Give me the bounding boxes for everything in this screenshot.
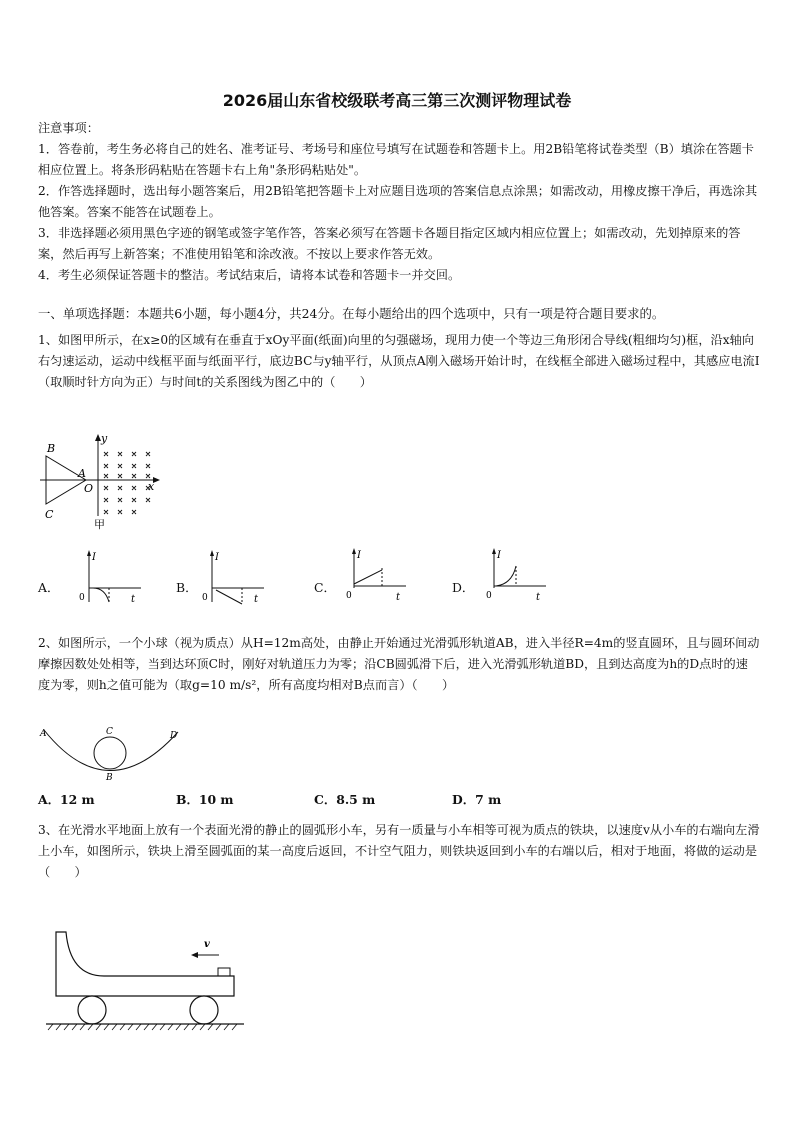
svg-text:I: I: [357, 550, 361, 561]
note-item: 1．答卷前，考生务必将自己的姓名、准考证号、考场号和座位号填写在试题卷和答题卡上。用2B铅笔将试卷类型（B）填涂在答题卡相应位置上。将条形码粘贴在答题卡右上角"条形码粘贴处"。: [38, 142, 754, 177]
note-item: 2．作答选择题时，选出每小题答案后，用2B铅笔把答题卡上对应题目选项的答案信息点涂黑；如需改动，用橡皮擦干净后，再选涂其他答案。答案不能答在试题卷上。: [38, 184, 758, 219]
note-item: 4．考生必须保证答题卡的整洁。考试结束后，请将本试卷和答题卡一并交回。: [38, 268, 461, 282]
option-D[interactable]: D．: [452, 580, 475, 595]
option-B[interactable]: B．: [176, 580, 198, 595]
question-1-stem: 1、如图甲所示，在x≥0的区域有在垂直于xOy平面(纸面)向里的匀强磁场，现用力使一个等边三角形闭合导线(粗细均匀)框，沿x轴向右匀速运动，运动中线框平面与纸面平行，底边BC与y轴平行，从顶点A刚入磁场开始计时，在线框全部进入磁场过程中，其感应电流I（取顺时针方向为正）与时间t的关系图线为图乙中的（ ）: [38, 333, 760, 389]
svg-text:0: 0: [202, 593, 208, 603]
track-point-B: B: [106, 773, 113, 782]
q2-figure-track: [38, 720, 188, 782]
option-A[interactable]: A．12 m: [38, 792, 95, 807]
svg-text:t: t: [536, 592, 541, 603]
label-O: O: [84, 482, 94, 495]
label-C: C: [45, 508, 54, 521]
svg-text:0: 0: [79, 593, 85, 603]
svg-text:I: I: [497, 550, 501, 561]
graph-option-B: [198, 548, 273, 606]
label-x: x: [148, 480, 155, 493]
svg-text:t: t: [396, 592, 401, 603]
graph-option-D: [480, 546, 555, 604]
note-item: 3．非选择题必须用黑色字迹的钢笔或签字笔作答，答案必须写在答题卡各题目指定区域内相应位置上；如需改动，先划掉原来的答案，然后再写上新答案；不准使用铅笔和涂改液。不按以上要求作答无效。: [38, 226, 741, 261]
graph-option-C: [340, 546, 415, 604]
question-2-text: [38, 633, 760, 696]
option-C[interactable]: C．: [314, 580, 336, 595]
svg-text:t: t: [254, 594, 259, 605]
figure-caption: 甲: [94, 518, 105, 530]
question-1-text: [38, 330, 760, 393]
notes-heading: 注意事项：: [38, 121, 99, 135]
q2-options: [38, 790, 760, 814]
velocity-label: v: [204, 939, 210, 950]
page-title: 2026届山东省校级联考高三第三次测评物理试卷: [222, 91, 572, 110]
svg-text:I: I: [215, 552, 219, 563]
question-2-stem: 2、如图所示，一个小球（视为质点）从H=12m高处，由静止开始通过光滑弧形轨道AB，进入半径R=4m的竖直圆环，且与圆环间动摩擦因数处处相等，当到达环顶C时，刚好对轨道压力为零；沿CB圆弧滑下后，进入光滑弧形轨道BD，且到达高度为h的D点时的速度为零，则h之值可能为（取g=10 m/s²，所有高度均相对B点而言）（ ）: [38, 636, 760, 692]
svg-text:t: t: [131, 594, 136, 605]
svg-text:0: 0: [346, 591, 352, 601]
q1-figure-jia: [38, 430, 168, 530]
option-A[interactable]: A．: [38, 580, 60, 595]
question-3-stem: 3、在光滑水平地面上放有一个表面光滑的静止的圆弧形小车，另有一质量与小车相等可视为质点的铁块，以速度v从小车的右端向左滑上小车，如图所示，铁块上滑至圆弧面的某一高度后返回，不计空气阻力，则铁块返回到小车的右端以后，相对于地面，将做的运动是（ ）: [38, 823, 760, 879]
track-point-C: C: [106, 727, 113, 737]
svg-text:0: 0: [486, 591, 492, 601]
option-B[interactable]: B．10 m: [176, 792, 234, 807]
svg-text:I: I: [92, 552, 96, 563]
section-heading: 一、单项选择题：本题共6小题，每小题4分，共24分。在每小题给出的四个选项中，只有一项是符合题目要求的。: [38, 306, 665, 321]
graph-option-A: [75, 548, 150, 606]
label-B: B: [47, 442, 56, 455]
q3-figure-cart: [44, 920, 254, 1036]
label-A: A: [78, 467, 86, 480]
option-C[interactable]: C．8.5 m: [314, 792, 376, 807]
track-point-D: D: [170, 731, 178, 741]
label-y: y: [101, 432, 108, 445]
notes-list: [38, 139, 760, 286]
track-point-A: A: [40, 729, 47, 739]
question-3-text: [38, 820, 760, 883]
option-D[interactable]: D．7 m: [452, 792, 502, 807]
